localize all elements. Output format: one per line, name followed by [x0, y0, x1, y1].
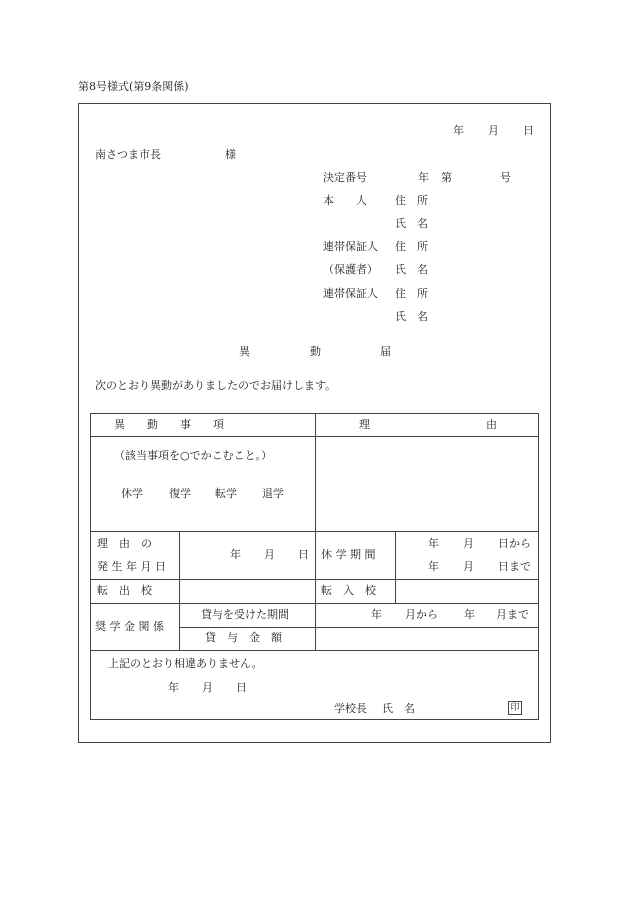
principal-name-label: 氏 名	[395, 217, 428, 230]
reason-date-year: 年	[230, 548, 241, 561]
title-char-2: 動	[310, 345, 321, 358]
principal-address-label: 住 所	[395, 194, 428, 207]
guarantor2-label: 連帯保証人	[323, 287, 378, 300]
title-char-1: 異	[239, 345, 250, 358]
period-from-year: 年	[428, 537, 439, 550]
item-return: 復学	[169, 487, 191, 500]
item-withdraw: 退学	[262, 487, 284, 500]
period-to-suffix: 日まで	[498, 560, 531, 573]
guarantor1-name-label: 氏 名	[395, 263, 428, 276]
date-month: 月	[488, 124, 499, 137]
addressee-honorific: 様	[225, 148, 236, 161]
guarantor2-name-label: 氏 名	[395, 310, 428, 323]
decision-year: 年	[418, 171, 429, 184]
item-transfer: 転学	[215, 487, 237, 500]
col-header-reason-a: 理	[359, 418, 370, 431]
principal-label: 本 人	[323, 194, 367, 207]
addressee-name: 南さつま市長	[95, 148, 161, 161]
intro-text: 次のとおり異動がありましたのでお届けします。	[95, 379, 337, 392]
reason-date-month: 月	[264, 548, 275, 561]
loan-from-year: 年	[371, 608, 382, 621]
loan-period-label: 貸与を受けた期間	[201, 608, 289, 621]
decision-go: 号	[500, 171, 511, 184]
col-header-change-items: 異 動 事 項	[114, 418, 224, 431]
period-to-year: 年	[428, 560, 439, 573]
date-year: 年	[453, 124, 464, 137]
loan-to-year: 年	[464, 608, 475, 621]
confirm-text: 上記のとおり相違ありません。	[108, 657, 263, 670]
decision-label: 決定番号	[323, 171, 367, 184]
form-number: 第8号様式(第9条関係)	[78, 80, 189, 93]
seal-mark: 印	[508, 701, 522, 715]
loan-to-month: 月まで	[496, 608, 529, 621]
period-to-month: 月	[463, 560, 474, 573]
guarantor1-address-label: 住 所	[395, 240, 428, 253]
period-from-suffix: 日から	[498, 537, 531, 550]
confirm-year: 年	[168, 681, 179, 694]
loan-amount-label: 貸 与 金 額	[205, 631, 282, 644]
school-principal-label: 学校長	[334, 702, 367, 715]
col-header-reason-b: 由	[486, 418, 497, 431]
items-note: （該当事項を○でかこむこと。）	[114, 449, 273, 462]
guarantor1-label: 連帯保証人	[323, 240, 378, 253]
leave-period-label: 休 学 期 間	[321, 548, 376, 561]
scholarship-label: 奨 学 金 関 係	[95, 620, 164, 633]
item-leave: 休学	[121, 487, 143, 500]
loan-from-month: 月から	[405, 608, 438, 621]
guarantor1-sub: （保護者）	[323, 263, 378, 276]
school-principal-name-label: 氏 名	[382, 702, 415, 715]
confirm-day: 日	[236, 681, 247, 694]
guarantor2-address-label: 住 所	[395, 287, 428, 300]
decision-dai: 第	[441, 171, 452, 184]
reason-date-label-1: 理 由 の	[97, 537, 152, 550]
to-school-label: 転 入 校	[321, 584, 376, 597]
from-school-label: 転 出 校	[97, 584, 152, 597]
period-from-month: 月	[463, 537, 474, 550]
date-day: 日	[523, 124, 534, 137]
title-char-3: 届	[380, 345, 391, 358]
reason-date-label-2: 発 生 年 月 日	[97, 560, 166, 573]
confirm-month: 月	[202, 681, 213, 694]
reason-date-day: 日	[298, 548, 309, 561]
